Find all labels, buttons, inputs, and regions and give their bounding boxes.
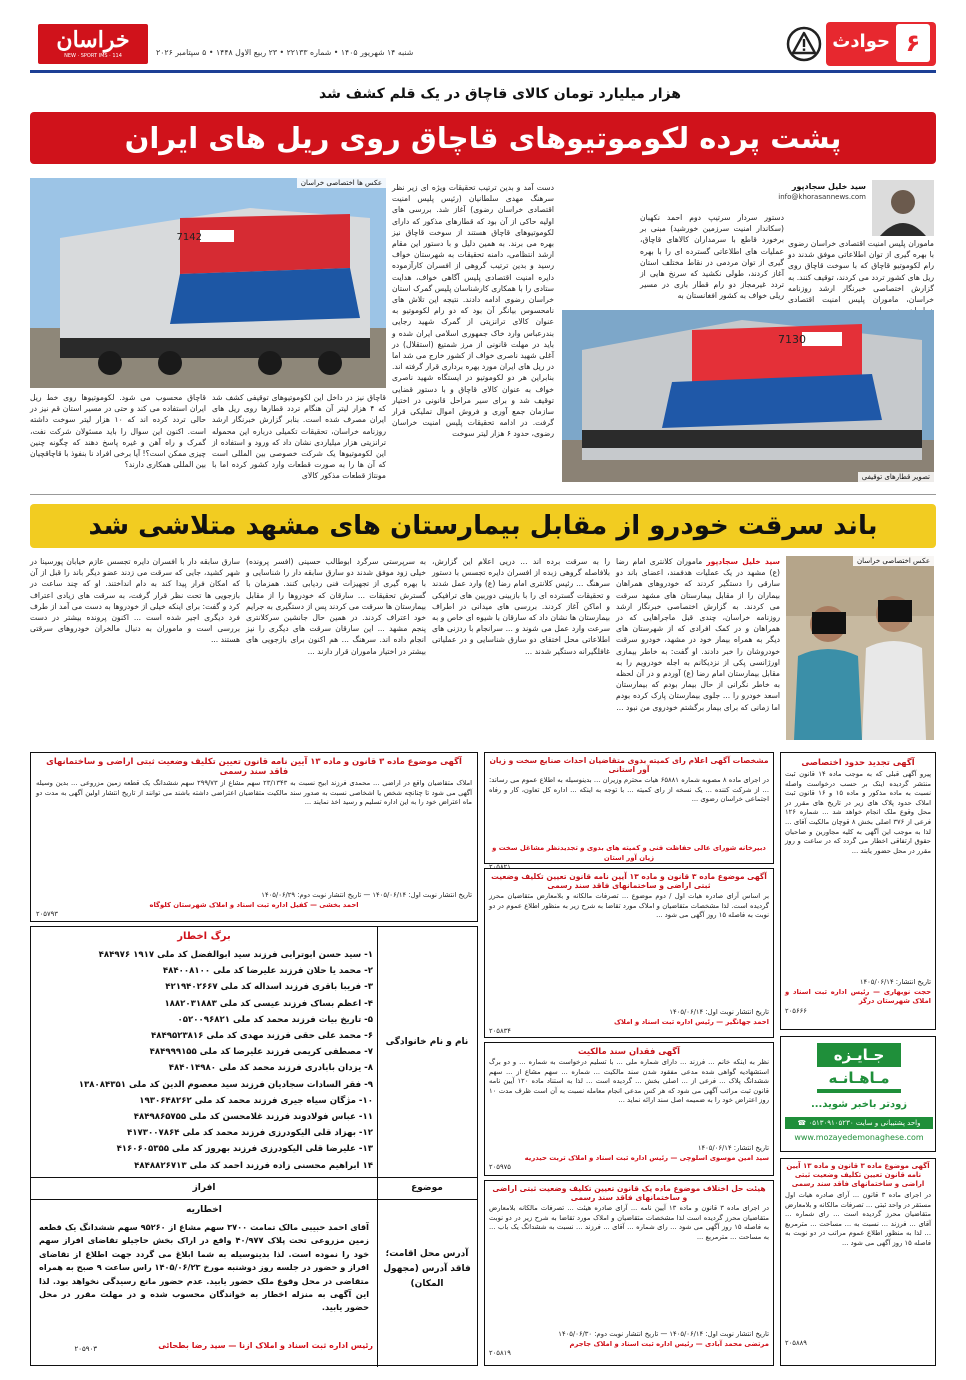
story1-col4: قاچاق نیز در داخل این لکوموتیوهای توقیفی کشف شد که ۴ هزار لیتر آن هنگام تردد قطارها روی ریل های ایران مصرف شده است. بنابر گزارش خبرنگار ارشد روزنامه خراسان، تحقیقات تکمیلی درباره این محموله ترانزیتی هزار میلیاردی نشان داد که ورود و استفاده از این لکوموتیوها یک شرکت خصوصی بین المللی است که آن ها را به صورت قطعات وارد کشور کرده اما با مونتاژ قطعات مذکور کالای — [212, 393, 386, 481]
ad-renewal-title: آگهی تجدید حدود اختصاصی — [801, 757, 915, 767]
story2-headline-bar — [30, 504, 936, 548]
page-header — [30, 22, 936, 68]
ad-registration-body: بر اساس آرای صادره هیات اول / دوم موضوع ... تصرفات مالکانه و بلامعارض متقاضیان محرز گردیده است. لذا مشخصات متقاضیان و املاک مورد تقاضا به شرح زیر به منظور اطلاع عموم در دو نوبت به فاصله ۱۵ روز آگهی می شود ... — [489, 892, 769, 920]
story2-col4: سارق سابقه دار با افسران دایره تجسس عازم خیابان پورسینا در شهر کشید، جایی که سرقت می زدند عضو دیگر باند را قبل از آن که امکان فرار پیدا کند به دام انداختند. او که چند ساعت در بازجویی ها تحت نظر قرار گرفت، به سرقت های زیادی اعتراف کرد و گفت: برای اینکه خیلی از خودروها به دست می آمد از طرف فرد دیگری اجیر شده است ... اکنون پرونده بیشتر در دست بررسی است و ماموران به دنبال مالخران خودروهای سرقتی هستند ... — [30, 557, 240, 645]
list-item: ۸- یزدان بابادری فرزند محمد کد ملی ۴۸۴۰۱۴۹۸۰ — [168, 1063, 373, 1074]
list-item: ۱۴ ابراهیم محسنی زاده فرزند احمد کد ملی ۴۸۴۸۸۲۶۷۱۳ — [134, 1160, 373, 1171]
promo-title-2: مـاهـانـه — [817, 1067, 901, 1089]
story1-divider — [30, 494, 936, 495]
ad-occupation-sign: دبیرخانه شورای عالی حفاظت فنی و کمیته های بدوی و تجدیدنظر مشاغل سخت و زیان آور استان — [492, 844, 766, 862]
notice-label-column — [377, 927, 477, 1367]
notice-sign: رئیس اداره ثبت اسناد و املاک ازنا — سید رضا بطحائی — [158, 1341, 373, 1350]
story2-col1 — [616, 556, 780, 742]
page-number: ۶ — [896, 24, 930, 62]
notice-warning-title: اخطاریه — [186, 1205, 222, 1215]
ad-dispute-code: ۲۰۵۸۱۹ — [489, 1349, 511, 1358]
ad-lost-code: ۲۰۵۹۷۵ — [489, 1163, 511, 1172]
story2-col3: به سرپرستی سرگرد ابوطالب حسینی (افسر پرونده) خیلی زود موفق شدند دو سارق سابقه دار را شناسایی و با بهره گیری از تجهیزات فنی ردیابی کنند. همزمان با گسترش تحقیقات ... سارقان که خودروها را از مقابل بیمارستان ها سرقت می کردند پس از دستگیری به جرایم خود اعتراف کردند. در همین حال جانشین سرکلانتری پنجم مشهد ... این سارقان سرقت های دیگری را نیز انجام داده اند. سرهنگ ... هم اکنون برای بازجویی های بیشتر در اختیار ماموران قرار دارند ... — [246, 557, 426, 656]
ad-occupation-ruling — [484, 752, 774, 864]
list-item: ۱۳- علیرضا قلی الیکودرزی فرزند بهروز کد ملی ۴۱۶۰۶۰۵۳۵۵ — [116, 1144, 373, 1155]
locomotive-photo-left — [30, 178, 386, 388]
loco-number-1: 7130 — [778, 333, 806, 346]
section-title: حوادث — [832, 31, 890, 52]
promo-title-1: جـایـزه — [833, 1046, 885, 1064]
story1-kicker: هزار میلیارد تومان کالای قاچاق در یک قلم کشف شد — [319, 86, 681, 102]
notice-content-divider-2 — [31, 1199, 377, 1200]
list-item: ۴- اعظم بساک فرزند عیسی کد ملی ۱۸۸۲۰۳۱۸۸۳ — [164, 998, 373, 1009]
story2-headline: باند سرقت خودرو از مقابل بیمارستان های مشهد متلاشی شد — [88, 511, 878, 541]
promo-banner[interactable] — [780, 1036, 936, 1152]
ad-bottom-right-notice — [780, 1158, 936, 1366]
suspects-photo-caption: عکس اختصاصی خراسان — [853, 556, 934, 566]
list-item: ۹- فقر السادات سجادیان فرزند سید معصوم الدین کد ملی ۱۳۸۰۸۴۳۵۱ — [78, 1079, 373, 1090]
ad-lost-body: نظر به اینکه خانم ... فرزند ... دارای شماره ملی ... با تسلیم درخواست به شماره ... و دو برگ استشهادیه گواهی شده مدعی مفقود شدن سند مالکیت ... شماره ... سهم مشاع از ... سهم ششدانگ پلاک ... فرعی از ... اصلی بخش ... گردیده است ... لذا به استناد ماده ۱۲۰ آیین نامه قانون ثبت مراتب آگهی می شود که هر کس مدعی انجام معامله نسبت به آن است ظرف مدت ۱۰ روز اعتراض خود را به ضمیمه اصل سند ارائه نماید ... — [489, 1058, 769, 1105]
story1-col2: دستور سردار سرتیپ دوم احمد نکهبان (سکاندار امنیت سرزمین خورشید) مبنی بر برخورد قاطع با سرمداران کالاهای قاچاق، عملیات های اطلاعاتی گسترده ای را با بهره گیری از توان مردمی در نقاط مختلف استان آغاز کردند، طولی نکشید که سرنخ هایی از تردد غیرمجاز دو رام قطار باری در مسیر ریلی خواف به کشور افغانستان به — [640, 213, 784, 301]
story1-col5: قاچاق محسوب می شود. لکوموتیوها روی خط ریل ایران استفاده می کند و حتی در مسیر استان قم نیز در حالی تردد کرده اند که ۱۰ هزار لیتر سوخت داشته است. اکنون این سوال را باید مسئولان شرکت نفت، گمرک و راه آهن و غیره پاسخ دهند که چگونه چنین چیزی ممکن است؟! آیا برخی افراد نا بنفوذ با قاچاقچیان بین المللی همکاری دارند؟ — [30, 393, 206, 470]
list-item: ۵- تاریخ بیات فرزند محمد کد ملی ۰۵۲۰۰۹۶۸۲۱ — [177, 1014, 373, 1025]
ad-registration-code: ۲۰۵۸۳۴ — [489, 1027, 511, 1036]
ad-bottom-right-code: ۲۰۵۸۸۹ — [785, 1339, 807, 1347]
warning-icon — [786, 26, 822, 62]
ad-dispute-body: در اجرای ماده ۳ قانون و ماده ۱۳ آیین نامه ... آرای صادره هیئت ... تصرفات مالکانه بلامعارض متقاضیان محرز گردیده است لذا مشخصات متقاضیان و املاک مورد تقاضا به شرح زیر در دو نوبت به فاصله ۱۵ روز آگهی می شود ... رای شماره ... آقای ... فرزند ... نسبت به ششدانگ یک باب ... به مساحت ... مترمربع ... — [489, 1204, 769, 1241]
suspects-photo — [786, 556, 934, 740]
promo-phone[interactable]: واحد پشتیبانی و سایت ۰۵۱۳۰۹۱۰۵۲۳۰ ☎ — [785, 1117, 933, 1129]
ad-renewal-date: تاریخ انتشار: ۱۴۰۵/۰۶/۱۴ — [859, 978, 931, 986]
story2-byline: سید خلیل سجادپور — [706, 557, 780, 566]
locomotive-photo-right — [562, 310, 934, 482]
notice-content-divider-1 — [31, 1177, 377, 1178]
ad-warning-notice — [30, 926, 478, 1366]
story1-headline-bar — [30, 112, 936, 164]
ad-registration-title: آگهی موضوع ماده ۳ قانون و ماده ۱۳ آیین نامه قانون تعیین تکلیف وضعیت ثبتی اراضی و ساختمانهای فاقد سند رسمی — [491, 872, 767, 890]
ad-dispute-date: تاریخ انتشار نوبت اول: ۱۴۰۵/۰۶/۱۴ — تاریخ انتشار نوبت دوم: ۱۴۰۵/۰۶/۳۰ — [558, 1330, 769, 1338]
ad-renewal-body: پیرو آگهی قبلی که به موجب ماده ۱۴ قانون ثبت منتشر گردیده اینک بر حسب درخواست واصله نسبت به ماده مذکور و ماده ۱۵ و ۱۶ قانون ثبت املاک حدود پلاک های زیر در تاریخ های مقرر در محل وقوع ملک انجام خواهد شد ... شماره ۱۲۶ فرعی از ۳۷۶ اصلی بخش ۸ قوچان مالکیت آقای ... لذا به موجب این آگهی به کلیه مجاورین و صاحبان حقوق ارتفاقی اخطار می گردد که در ساعت و روز مقرر در محل حضور یابند ... — [785, 770, 932, 855]
loco-number-2: 7142 — [176, 232, 202, 243]
story1-col1: ماموران پلیس امنیت اقتصادی خراسان رضوی با بهره گیری از توان اطلاعاتی موفق شدند دو رام لکوموتیو قاچاق که با سوخت قاچاق روی ریل های کشور تردد می کردند، توقیف کنند. به گزارش اختصاصی خبرنگار ارشد روزنامه خراسان، ماموران پلیس امنیت اقتصادی — [788, 239, 934, 305]
promo-title-box — [817, 1043, 901, 1093]
notice-content-column — [31, 927, 377, 1367]
story2-col1-text: ماموران کلانتری امام رضا (ع) مشهد در یک عملیات هدفمند، اعضای باند دو سارقی را دستگیر کردند که خودروهای همراهان بیماران را از مقابل بیمارستان های مشهد سرقت می کردند. به گزارش اختصاصی خبرنگار ارشد روزنامه خراسان، چندی قبل ماجراهایی که در همراهان و در کمک افرادی که از شهرستان های دیگر به همراه بیمار خود در مشهد، خودرو سرقت خودروشان را خبر دادند. او گفت: به خاطر بیماری اورژانسی پکی از نزدیکانم به اجله خودرویم را به مقابل بیمارستان امام رضا (ع) آوردم و در آن لحظه به خاطر نگرانی از حال بیمار بودم که بیمارستان اسعد خودرو را ... جلوی بیمارستان پارک کرده بودم اما زمانی که برای بیمار برگشتم خودروی من نبود ... — [616, 557, 780, 712]
notice-code: ۲۰۵۹۰۳ — [74, 1345, 97, 1353]
ad-bottom-right-title: آگهی موضوع ماده ۳ قانون و ماده ۱۳ آیین نامه قانون تعیین تکلیف وضعیت ثبتی اراضی و ساختمانهای فاقد سند رسمی — [786, 1162, 930, 1188]
list-item: ۱۰- مژگان سیاه جیری فرزند محمد کد ملی ۱۹۳۰۶۴۸۲۶۲ — [139, 1095, 373, 1106]
author-email: info@khorasannews.com — [778, 193, 866, 201]
list-item: ۳- فریبا باقری فرزند اسداله کد ملی ۴۲۱۹۴۰۲۶۶۷ — [165, 982, 373, 993]
newspaper-logo — [38, 24, 148, 64]
ad-kalat-date: تاریخ انتشار نوبت اول: ۱۴۰۵/۰۶/۱۴ — تاریخ انتشار نوبت دوم: ۱۴۰۵/۰۶/۲۹ — [261, 891, 472, 899]
photo-top-caption: عکس ها اختصاصی خراسان — [297, 178, 386, 188]
ad-renewal-code: ۲۰۵۶۶۶ — [785, 1006, 807, 1015]
notice-label-subject: موضوع — [411, 1183, 443, 1193]
ad-occupation-body: در اجرای ماده ۸ مصوبه شماره ۶۵۸۸۱ هیات محترم وزیران ... بدینوسیله به اطلاع عموم می رساند: ... از شرکت کننده ... یک نسخه از رای کمیته ... با توجه به اینکه ... اداره کل تعاون، کار و رفاه اجتماعی خراسان رضوی ... — [489, 776, 769, 804]
notice-title: برگ اخطار — [177, 931, 231, 942]
notice-label-divider-1 — [377, 1177, 477, 1178]
ad-dispute-board — [484, 1180, 774, 1366]
logo-text: خراسان — [56, 27, 130, 53]
ad-lost-deed — [484, 1042, 774, 1176]
ad-lost-title: آگهی فقدان سند مالکیت — [578, 1046, 680, 1056]
author-photo — [872, 180, 934, 236]
ad-lost-sign: سید امین موسوی اسلوچی — رئیس اداره ثبت اسناد و املاک تربت حیدریه — [524, 1153, 769, 1162]
notice-subject-value: افراز — [192, 1183, 216, 1193]
ad-dispute-sign: مرتضی محمد آبادی — رئیس اداره ثبت اسناد و املاک جاجرم — [569, 1339, 769, 1348]
photo-right-caption: تصویر قطارهای توقیفی — [858, 472, 934, 482]
date-line: شنبه ۱۴ شهریور ۱۴۰۵ • شماره ۲۲۱۳۳ • ۲۳ ربیع الاول ۱۴۴۸ • ۵ سپتامبر ۲۰۲۶ — [156, 48, 414, 57]
ad-occupation-title: مشخصات آگهی اعلام رای کمیته بدوی متقاضیان احداث صنایع سخت و زیان آور استانی — [489, 756, 769, 774]
author-name: سید خلیل سجادپور — [791, 182, 866, 191]
ad-bottom-right-body: در اجرای ماده ۳ قانون ... آرای صادره هیات اول مستقر در واحد ثبتی ... تصرفات مالکانه و بلامعارض متقاضیان محرز گردیده است ... رای شماره ... آقای ... فرزند ... نسبت به ... مساحت ... مترمربع ... لذا به منظور اطلاع عموم مراتب در دو نوبت به فاصله ۱۵ روز آگهی می شود ... — [785, 1191, 931, 1247]
ad-kalat-code: ۲۰۵۷۹۳ — [36, 910, 58, 919]
story1-headline: پشت پرده لکوموتیوهای قاچاق روی ریل های ایران — [124, 121, 842, 155]
story1-col3: دست آمد و بدین ترتیب تحقیقات ویژه ای زیر نظر سرهنگ مهدی سلطانیان (رئیس پلیس امنیت اقتصادی خراسان رضوی) آغاز شد. بررسی های اولیه حاکی از آن بود که قطارهای مذکور که دارای لکوموتیوهای قاچاق هستند از سوخت قاچاق نیز بهره می برند. به همین دلیل و با دستور این مقام ارشد انتظامی، دامنه تحقیقات به شهرستان خواف رسید و بدین ترتیب گروهی از افسران کارآزموده دایره امنیت اقتصادی پلیس آگاهی خواف، هدایت ستادی را با همکاری کارشناسان پلیس گمرک استان خراسان رضوی ادامه دادند. نتیجه این تلاش های نامحسوس بیانگر آن بود که دو رام لکوموتیو به عنوان کالای ترانزیتی از گمرک شهید رجایی بندرعباس وارد خاک جمهوری اسلامی ایران شده و باید در مهلت قانونی از مرز شمتیغ (استقلال) در آغلی شهید ناصری خواف از کشور خارج می شد اما در ریل های ایران مورد بهره برداری قرار گرفته اند. بنابراین هر دو لکوموتیو در ایستگاه شهید ناصری خواف به عنوان کالای قاچاق و با دستور قضایی توقیف شد و برای سیر مراحل قانونی در اختیار سازمان جمع آوری و فروش اموال تملیکی قرار گرفت. در ادامه تحقیقات پلیس امنیت خراسان رضوی، حدود ۶ هزار لیتر سوخت — [392, 183, 554, 439]
list-item: ۱- سید حسن ابوترابی فرزند سید ابوالفضل کد ملی ۱۹۱۷ ۴۸۴۹۷۶ — [98, 950, 373, 960]
list-item: ۲- محمد یا حلان فرزند علیرضا کد ملی ۴۸۴۰۰۸۱۰۰ — [162, 966, 373, 977]
ad-registration-notice — [484, 868, 774, 1038]
ad-kalat-notice — [30, 752, 478, 922]
notice-label-address: آدرس محل اقامت؛ فاقد آدرس (مجهول المکان) — [383, 1249, 471, 1289]
ad-registration-sign: احمد جهانگیر — رئیس اداره ثبت اسناد و املاک — [613, 1017, 769, 1026]
promo-tagline: زودتر باخبر شوید... — [810, 1099, 908, 1110]
ad-renewal-sign: حجت نوبهاری — رئیس اداره ثبت اسناد و املاک شهرستان درگز — [785, 987, 931, 1006]
story2-col2: را به سرقت برده اند ... دریی اعلام این گزارش، بلافاصله گروهی زبده از افسران دایره تجسس با دستور سرهنگ ... رئیس کلانتری امام رضا (ع) وارد عمل شدند و تحقیقات گسترده ای را با بازبینی دوربین های ترافیکی و اماکن آغاز کردند. بررسی های میدانی در اطراف بیمارستان ها نشان داد که سارقان با شیوه ای خاص و به سرعت وارد عمل می شوند و ... سرانجام با ردزنی های اطلاعاتی محل اختفای دو سارق شناسایی و در عملیاتی غافلگیرانه دستگیر شدند ... — [432, 557, 610, 656]
logo-subtext: NEW · SPORT IMS · 114 — [64, 53, 122, 59]
promo-url[interactable]: www.mozayedemonaghese.com — [794, 1133, 924, 1142]
ad-kalat-title: آگهی موضوع ماده ۳ قانون و ماده ۱۳ آیین نامه قانون تعیین تکلیف وضعیت ثبتی اراضی و ساختمانهای فاقد سند رسمی — [46, 756, 462, 776]
notice-label-names: نام و نام خانوادگی — [385, 1037, 469, 1047]
section-badge — [826, 22, 936, 66]
ad-lost-date: تاریخ انتشار: ۱۴۰۵/۰۶/۱۴ — [697, 1144, 769, 1152]
notice-label-divider-2 — [377, 1199, 477, 1200]
ad-renewal-notice — [780, 752, 936, 1030]
list-item: ۶- محمد علی حقی فرزند مهدی کد ملی ۴۸۴۹۵۲۳۸۱۶ — [150, 1031, 373, 1042]
list-item: ۱۲- بهزاد قلی الیکودرزی فرزند محمد کد ملی ۴۱۷۳۰۰۷۸۶۴ — [127, 1128, 373, 1139]
ad-kalat-body: املاک متقاضیان واقع در اراضی ... محمدی فرزند ابیح نسبت به ۲۳/۱۳۴۳ سهم مشاع از ۲۹۹/۷۳ سهم ششدانگ یک قطعه زمین مزروعی ... بدین وسیله آگهی می شود تا چنانچه شخص یا اشخاصی نسبت به صدور سند مالکیت متقاضیان اعتراضی داشته باشند می توانند از تاریخ انتشار اولین آگهی به مدت دو ماه اعتراض خود را به این اداره تسلیم و رسید اخذ نمایند ... — [36, 779, 472, 807]
ad-kalat-sign: احمد بخشی — کفیل اداره ثبت اسناد و املاک شهرستان کلوگاه — [149, 900, 359, 909]
list-item: ۱۱- عباس فولادوند فرزند غلامحسن کد ملی ۴۸۴۹۸۶۵۷۵۵ — [133, 1112, 373, 1123]
list-item: ۷- مصطفی کریمی فرزند علیرضا کد ملی ۴۸۴۹۹۹۱۵۵ — [149, 1047, 373, 1058]
ad-registration-date: تاریخ انتشار نوبت اول: ۱۴۰۵/۰۶/۱۴ — [669, 1008, 769, 1016]
notice-person-list — [39, 947, 373, 1174]
header-divider — [30, 70, 936, 73]
notice-warning-body: آقای احمد حبیبی مالک تمامت ۳۷۰۰ سهم مشاع از ۹۵۲۶۰ سهم ششدانگ یک قطعه زمین مزروعی تحت پلاک ۴۰/۹۷۷ واقع در اراک بخش حاجیلو تقاضای افراز سهم خود را نموده است. لذا بدینوسیله به شما ابلاغ می گردد جهت اطلاع از تقاضای افراز و حضور در جلسه روز دوشنبه مورخ ۱۴۰۵/۰۶/۲۳ راس ساعت ۹ صبح به همراه متقاضی در محل وقوع ملک حضور یابید. عدم حضور مانع رسیدگی نخواهد بود. لذا این آگهی به منزله اخطار به خواندگان محسوب شده و در مهلت مقرر در محل حضور یابید. — [39, 1222, 369, 1313]
ad-dispute-title: هیئت حل اختلاف موضوع ماده یک قانون تعیین تکلیف وضعیت ثبتی اراضی و ساختمانهای فاقد سند رسمی — [492, 1184, 766, 1202]
